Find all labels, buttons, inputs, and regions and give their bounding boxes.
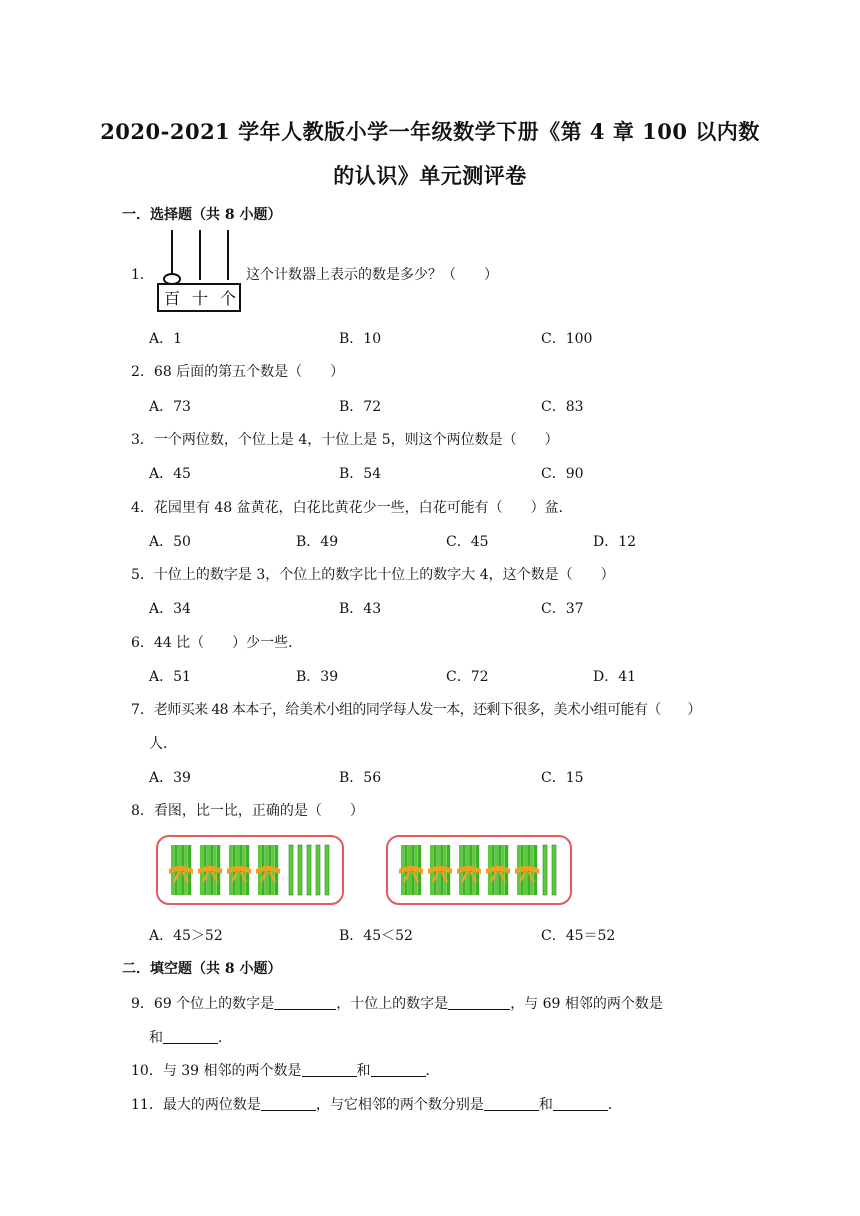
question-number: 3． [131, 432, 154, 448]
q6-option-d: D．41 [593, 669, 637, 685]
stick-bundle [169, 845, 193, 895]
single-stick [298, 845, 302, 895]
question-7 [131, 699, 701, 719]
q2-option-a: A．73 [149, 399, 191, 415]
q6-option-c: C．72 [446, 669, 489, 685]
q8-option-b: B．45＜52 [339, 928, 413, 944]
stick-bundle [256, 845, 280, 895]
question-3 [131, 429, 559, 449]
single-stick [325, 845, 329, 895]
q8-option-a: A．45＞52 [149, 928, 223, 944]
question-6 [131, 632, 302, 652]
stick-bundle [515, 845, 539, 895]
question-number: 1． [131, 267, 154, 283]
single-stick [543, 845, 547, 895]
question-text: 花园里有 48 盆黄花，白花比黄花少一些，白花可能有（ ）盆． [153, 500, 573, 516]
abacus-bead [164, 274, 180, 284]
question-number: 4． [131, 500, 154, 516]
q5-option-c: C．37 [541, 601, 584, 617]
question-text: 一个两位数，个位上是 4，十位上是 5，则这个两位数是（ ） [153, 432, 559, 448]
q1-option-c: C．100 [541, 331, 593, 347]
question-4 [131, 497, 573, 517]
question-number: 6． [131, 635, 154, 651]
question-number: 2． [131, 364, 154, 380]
q10-text-part3: ． [425, 1063, 440, 1079]
q1-option-a: A．1 [149, 331, 183, 347]
question-text: 44 比（ ）少一些． [153, 635, 303, 651]
question-9 [131, 993, 663, 1013]
question-7-continued: 人． [149, 736, 177, 752]
q5-option-b: B．43 [339, 601, 382, 617]
q9-text-part5: ． [218, 1030, 232, 1046]
question-text: 68 后面的第五个数是（ ） [153, 364, 345, 380]
question-5 [131, 564, 615, 584]
stick-bundles-right-image [385, 834, 573, 906]
abacus-image [155, 228, 245, 314]
q1-option-b: B．10 [339, 331, 382, 347]
q7-option-a: A．39 [149, 770, 191, 786]
answer-blank[interactable] [274, 995, 336, 1010]
q2-option-b: B．72 [339, 399, 382, 415]
single-stick [289, 845, 293, 895]
q3-option-a: A．45 [149, 466, 191, 482]
q9-text-part4: 和 [149, 1030, 163, 1046]
stick-bundle [457, 845, 481, 895]
abacus-label-tens: 十 [191, 289, 209, 308]
q4-option-a: A．50 [149, 534, 191, 550]
q6-option-a: A．51 [149, 669, 191, 685]
q7-option-c: C．15 [541, 770, 584, 786]
q4-option-c: C．45 [446, 534, 489, 550]
q11-text-part4: ． [607, 1097, 622, 1113]
question-number: 7． [131, 702, 154, 718]
page-title-line1: 2020-2021 学年人教版小学一年级数学下册《第 4 章 100 以内数 [100, 119, 760, 144]
question-number: 10． [131, 1063, 163, 1079]
question-text: 十位上的数字是 3，个位上的数字比十位上的数字大 4，这个数是（ ） [153, 567, 615, 583]
question-1-text: 这个计数器上表示的数是多少？（ ） [246, 267, 498, 283]
stick-bundle [399, 845, 423, 895]
stick-bundle [428, 845, 452, 895]
q8-option-c: C．45＝52 [541, 928, 616, 944]
question-10 [131, 1060, 440, 1080]
q2-option-c: C．83 [541, 399, 584, 415]
q6-option-b: B．39 [296, 669, 339, 685]
single-stick [307, 845, 311, 895]
stick-bundle [198, 845, 222, 895]
q9-text-part2: ，十位上的数字是 [336, 996, 449, 1012]
single-stick [552, 845, 556, 895]
q3-option-b: B．54 [339, 466, 382, 482]
single-stick [316, 845, 320, 895]
stick-bundle [227, 845, 251, 895]
answer-blank[interactable] [448, 995, 510, 1010]
question-number: 11． [131, 1097, 163, 1113]
question-text: 看图，比一比，正确的是（ ） [153, 803, 364, 819]
q11-text-part3: 和 [538, 1097, 553, 1113]
question-2 [131, 361, 344, 381]
q10-text-part1: 与 39 相邻的两个数是 [162, 1063, 302, 1079]
q9-text-part3: ，与 69 相邻的两个数是 [510, 996, 663, 1012]
q11-text-part1: 最大的两位数是 [162, 1097, 261, 1113]
q4-option-b: B．49 [296, 534, 339, 550]
answer-blank[interactable] [484, 1096, 539, 1111]
q5-option-a: A．34 [149, 601, 191, 617]
answer-blank[interactable] [553, 1096, 608, 1111]
question-number: 8． [131, 803, 154, 819]
question-8 [131, 800, 364, 820]
q7-option-b: B．56 [339, 770, 382, 786]
answer-blank[interactable] [163, 1029, 218, 1044]
q10-text-part2: 和 [356, 1063, 371, 1079]
question-number: 5． [131, 567, 154, 583]
answer-blank[interactable] [261, 1096, 316, 1111]
abacus-label-ones: 个 [219, 289, 237, 308]
q3-option-c: C．90 [541, 466, 584, 482]
q11-text-part2: ，与它相邻的两个数分别是 [315, 1097, 484, 1113]
q4-option-d: D．12 [593, 534, 637, 550]
stick-bundle [486, 845, 510, 895]
section-heading-choice: 一．选择题（共 8 小题） [122, 207, 282, 223]
abacus-label-hundreds: 百 [163, 289, 181, 308]
section-heading-fill: 二．填空题（共 8 小题） [122, 961, 282, 977]
page-title-line2: 的认识》单元测评卷 [333, 163, 527, 188]
answer-blank[interactable] [302, 1062, 357, 1077]
question-number: 9． [131, 996, 154, 1012]
stick-bundles-left-image [155, 834, 345, 906]
answer-blank[interactable] [371, 1062, 426, 1077]
question-text: 老师买来 48 本本子，给美术小组的同学每人发一本，还剩下很多，美术小组可能有（ ） [153, 702, 701, 718]
question-9-continued [149, 1027, 232, 1047]
question-1 [131, 264, 154, 284]
q9-text-part1: 69 个位上的数字是 [153, 996, 275, 1012]
question-11 [131, 1094, 622, 1114]
